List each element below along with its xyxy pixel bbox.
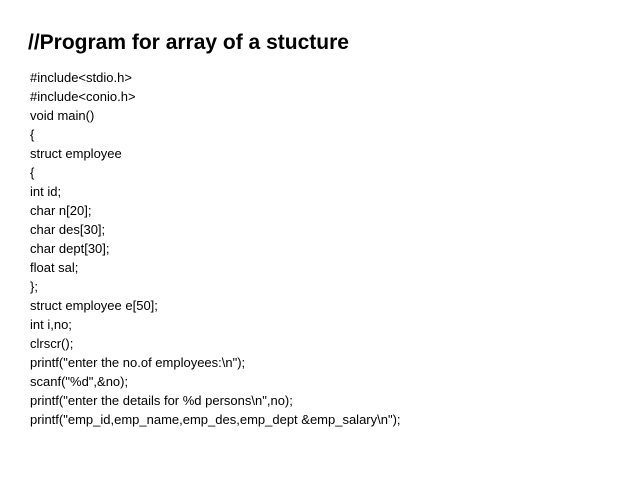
code-line: float sal; (30, 260, 79, 275)
code-line: #include<stdio.h> (30, 70, 132, 85)
code-line: { (30, 127, 35, 142)
code-line: scanf("%d",&no); (30, 374, 129, 389)
slide-title: //Program for array of a stucture (28, 31, 349, 54)
code-line: struct employee e[50]; (30, 298, 158, 313)
code-line: struct employee (30, 146, 122, 161)
code-line: #include<conio.h> (30, 89, 136, 104)
code-line: char n[20]; (30, 203, 92, 218)
code-line: char dept[30]; (30, 241, 110, 256)
code-line: int i,no; (30, 317, 72, 332)
code-line: printf("enter the details for %d persons\n",no); (30, 393, 293, 408)
code-line: int id; (30, 184, 62, 199)
code-line: }; (30, 279, 38, 294)
code-line: printf("enter the no.of employees:\n"); (30, 355, 246, 370)
code-line: void main() (30, 108, 95, 123)
code-line: printf("emp_id,emp_name,emp_des,emp_dept &emp_salary\n"); (30, 412, 401, 427)
code-line: char des[30]; (30, 222, 106, 237)
code-block (30, 68, 401, 429)
code-line: clrscr(); (30, 336, 74, 351)
code-line: { (30, 165, 35, 180)
